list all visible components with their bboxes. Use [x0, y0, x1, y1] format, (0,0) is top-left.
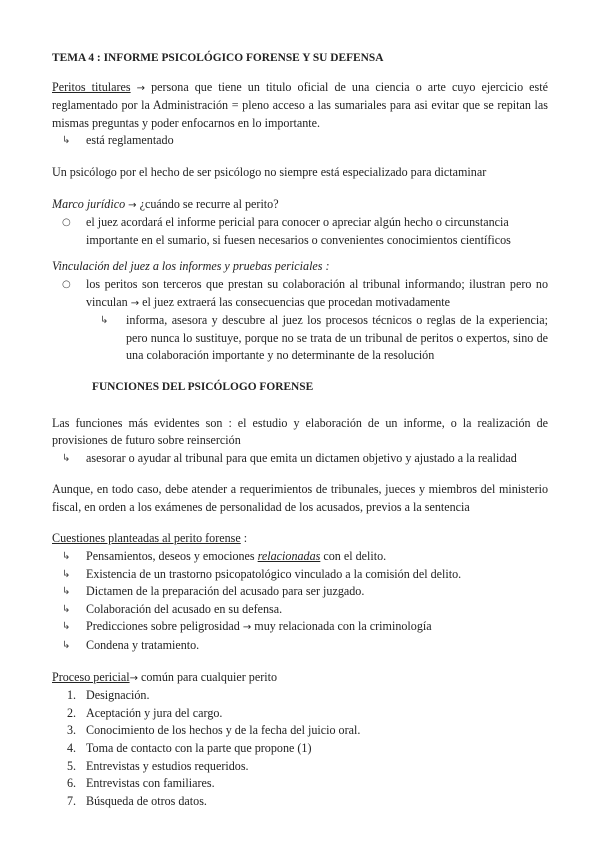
numbered-item: 2. Aceptación y jura del cargo. [67, 705, 223, 720]
vinculacion-heading: Vinculación del juez a los informes y pruebas periciales : [52, 259, 330, 274]
emphasis-text: relacionadas [257, 549, 321, 564]
marco-question: ¿cuándo se recurre al perito? [139, 196, 279, 211]
psicologo-paragraph: Un psicólogo por el hecho de ser psicólogo no siempre está especializado para dictaminar [52, 164, 487, 179]
page-title: TEMA 4 : INFORME PSICOLÓGICO FORENSE Y SU DEFENSA [52, 52, 384, 64]
list-item: ↳ Predicciones sobre peligrosidad → muy relacionada con la criminología [52, 618, 548, 637]
return-arrow-icon: ↳ [62, 621, 71, 633]
arrow-icon: → [242, 622, 252, 634]
numbered-item: 7. Búsqueda de otros datos. [67, 793, 207, 808]
cuestiones-heading-text: Cuestiones planteadas al perito forense [52, 531, 241, 546]
proceso-desc: común para cualquier perito [141, 669, 277, 684]
funciones-heading: FUNCIONES DEL PSICÓLOGO FORENSE [92, 380, 314, 393]
arrow-icon: → [128, 199, 137, 211]
proceso-heading-text: Proceso pericial [52, 669, 130, 684]
proceso-heading [52, 669, 548, 688]
cuestiones-heading [52, 530, 548, 548]
return-arrow-icon: ↳ [62, 568, 71, 580]
numbered-item: 3. Conocimiento de los hechos y de la fecha del juicio oral. [67, 723, 361, 738]
return-arrow-icon: ↳ [62, 603, 71, 615]
numbered-item: 5. Entrevistas y estudios requeridos. [67, 758, 249, 773]
numbered-item: 6. Entrevistas con familiares. [67, 776, 215, 791]
funciones-paragraph-2: Aunque, en todo caso, debe atender a requerimientos de tribunales, jueces y miembros del ministerio fiscal, en orden a los exámenes de personalidad de los acusados, previos a la sentencia [52, 482, 548, 514]
peritos-text: persona que tiene un titulo oficial de una ciencia o arte cuyo ejercicio esté reglamentado por la Administración = pleno acceso a las sumariales para asi evitar que se repitan las mismas preguntas y poder enfocarnos en lo importante. [52, 79, 548, 130]
arrow-icon: → [136, 82, 146, 94]
return-arrow-icon: ↳ [100, 315, 109, 327]
arrow-icon: → [129, 672, 138, 684]
vinculacion-item [52, 276, 548, 312]
list-item: ↳ Pensamientos, deseos y emociones relacionadas con el delito. [52, 548, 548, 566]
peritos-term: Peritos titulares [52, 79, 131, 94]
return-arrow-icon: ↳ [62, 551, 71, 563]
list-item: ↳ Condena y tratamiento. [52, 637, 548, 655]
marco-heading [52, 196, 548, 215]
return-arrow-icon: ↳ [62, 640, 71, 652]
vinculacion-item-text-a: los peritos son terceros que prestan su colaboración al tribunal informando; ilustran pero no vinculan [86, 276, 548, 309]
list-item: ↳ Existencia de un trastorno psicopatológico vinculado a la comisión del delito. [52, 566, 548, 584]
peritos-subitem [52, 132, 548, 150]
arrow-icon: → [130, 297, 140, 309]
list-item: ↳ Colaboración del acusado en su defensa. [52, 601, 548, 619]
circle-bullet-icon: ○ [62, 217, 71, 229]
funciones-subitem [52, 450, 548, 468]
vinculacion-item-text-b: el juez extraerá las consecuencias que procedan motivadamente [142, 294, 451, 309]
return-arrow-icon: ↳ [62, 586, 71, 598]
return-arrow-icon: ↳ [62, 452, 71, 464]
list-item: ↳ Dictamen de la preparación del acusado para ser juzgado. [52, 583, 548, 601]
peritos-subitem-text: está reglamentado [86, 133, 174, 148]
funciones-paragraph-1: Las funciones más evidentes son : el estudio y elaboración de un informe, o la realización de provisiones de futuro sobre reinserción [52, 415, 548, 448]
peritos-paragraph [52, 79, 548, 133]
vinculacion-subitem [52, 312, 548, 365]
marco-item [52, 214, 548, 249]
numbered-item: 4. Toma de contacto con la parte que propone (1) [67, 741, 312, 755]
marco-item-text: el juez acordará el informe pericial para conocer o apreciar algún hecho o circunstancia importante en el sumario, si fuesen necesarios o convenientes conocimientos científicos [86, 215, 511, 247]
funciones-subitem-text: asesorar o ayudar al tribunal para que emita un dictamen objetivo y ajustado a la realidad [86, 450, 517, 465]
circle-bullet-icon: ○ [62, 278, 71, 290]
marco-label: Marco jurídico [52, 196, 126, 211]
return-arrow-icon: ↳ [62, 135, 71, 147]
vinculacion-subitem-text: informa, asesora y descubre al juez los procesos técnicos o reglas de la experiencia; pero nunca lo sustituye, porque no se trata de un tribunal de peritos o expertos, sino de una colaboración importante y no determinante de la resolución [126, 313, 548, 363]
numbered-item: 1. Designación. [67, 688, 150, 703]
cuestiones-colon: : [240, 531, 248, 546]
